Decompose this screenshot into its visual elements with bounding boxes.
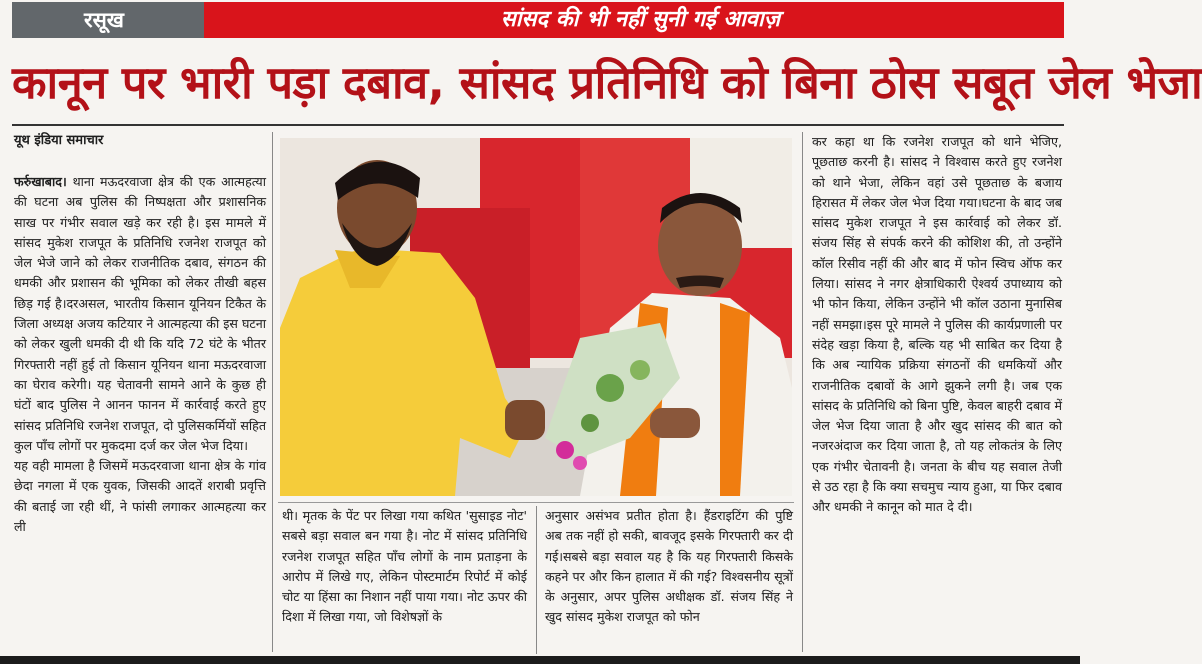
article-column-4 [812,132,1062,656]
article-column-3 [545,506,793,656]
news-photo [280,138,792,496]
photo-bottom-rule [278,502,794,503]
column-divider [272,132,273,652]
photo-illustration [280,138,792,496]
second-paragraph: यह वही मामला है जिसमें मऊदरवाजा थाना क्षेत्र के गांव छेदा नगला में एक युवक, जिसकी आदतें शराबी प्रवृत्ति की बताई जा रही थीं, ने फांसी लगाकर आत्महत्या कर ली [14,458,266,535]
lead-paragraph [14,172,266,456]
dateline: फर्रुखाबाद। [14,174,67,189]
article-column-1 [14,172,266,656]
column-divider [802,132,803,652]
headline: कानून पर भारी पड़ा दबाव, सांसद प्रतिनिधि को बिना ठोस सबूत जेल भेजा [12,56,1202,109]
byline: यूथ इंडिया समाचार [14,133,104,148]
article-column-2 [282,506,527,656]
col4-text: कर कहा था कि रजनेश राजपूत को थाने भेजिए, पूछताछ करनी है। सांसद ने विश्वास करते हुए रजनेश को थाने भेजा, लेकिन वहां उसे पूछताछ के बजाय हिरासत में लेकर जेल भेज दिया गया।घटना के बाद जब सांसद मुकेश राजपूत ने इस कार्रवाई को लेकर डॉ. संजय सिंह से संपर्क करने की कोशिश की, तो उन्होंने कॉल रिसीव नहीं की और बाद में फोन स्विच ऑफ कर लिया। सांसद ने नगर क्षेत्राधिकारी ऐश्वर्य उपाध्याय को भी फोन किया, लेकिन उन्होंने भी कॉल उठाना मुनासिब नहीं समझा।इस पूरे मामले ने पुलिस की कार्यप्रणाली पर संदेह खड़ा किया है, बल्कि यह भी साबित कर दिया है कि अब न्यायिक प्रक्रिया संगठनों की धमकियों और राजनीतिक दबावों के आगे झुकने लगी है। जब एक सांसद के प्रतिनिधि को बिना पुष्टि, केवल बाहरी दबाव में जेल भेज दिया जाता है और खुद सांसद की बात को नजरअंदाज कर दिया जाता है, तो यह लोकतंत्र के लिए एक गंभीर चेतावनी है। जनता के बीच यह सवाल तेजी से उठ रहा है कि क्या सचमुच न्याय हुआ, या फिर दबाव और धमकी ने कानून को मात दे दी। [812,134,1062,515]
bottom-rule [0,656,1080,664]
top-banner [12,2,1064,38]
section-tag: रसूख [12,2,204,38]
headline-rule [12,124,1064,126]
col2-text: थी। मृतक के पेंट पर लिखा गया कथित 'सुसाइड नोट' सबसे बड़ा सवाल बन गया है। नोट में सांसद प्रतिनिधि रजनेश राजपूत सहित पाँच लोगों के नाम प्रताड़ना के आरोप में लिखे गए, लेकिन पोस्टमार्टम रिपोर्ट में कोई चोट या हिंसा का निशान नहीं पाया गया। नोट ऊपर की दिशा में लिखा गया, जो विशेषज्ञों के [282,508,527,625]
kicker-text: सांसद की भी नहीं सुनी गई आवाज़ [500,7,781,32]
lead-text: थाना मऊदरवाजा क्षेत्र की एक आत्महत्या की घटना अब पुलिस की निष्पक्षता और प्रशासनिक साख पर गंभीर सवाल खड़े कर रही है। इस मामले में सांसद मुकेश राजपूत के प्रतिनिधि रजनेश राजपूत को जेल भेजे जाने को लेकर राजनीतिक दबाव, संगठन की धमकी और प्रशासन की भूमिका को लेकर तीखी बहस छिड़ गई है।दरअसल, भारतीय किसान यूनियन टिकैत के जिला अध्यक्ष अजय कटियार ने आत्महत्या की इस घटना को लेकर खुली धमकी दी थी कि यदि 72 घंटे के भीतर गिरफ्तारी नहीं हुई तो किसान यूनियन थाना मऊदरवाजा का घेराव करेगी। यह चेतावनी सामने आने के कुछ ही घंटों बाद पुलिस ने आनन फानन में कार्रवाई करते हुए सांसद प्रतिनिधि रजनेश राजपूत, दो पुलिसकर्मियों सहित कुल पाँच लोगों पर मुकदमा दर्ज कर जेल भेज दिया। [14,174,266,453]
col3-text: अनुसार असंभव प्रतीत होता है। हैंडराइटिंग की पुष्टि अब तक नहीं हो सकी, बावजूद इसके गिरफ्तारी कर दी गई।सबसे बड़ा सवाल यह है कि यह गिरफ्तारी किसके कहने पर और किन हालात में की गई? विश्वसनीय सूत्रों के अनुसार, अपर पुलिस अधीक्षक डॉ. संजय सिंह ने खुद सांसद मुकेश राजपूत को फोन [545,508,793,625]
column-divider [536,506,537,654]
